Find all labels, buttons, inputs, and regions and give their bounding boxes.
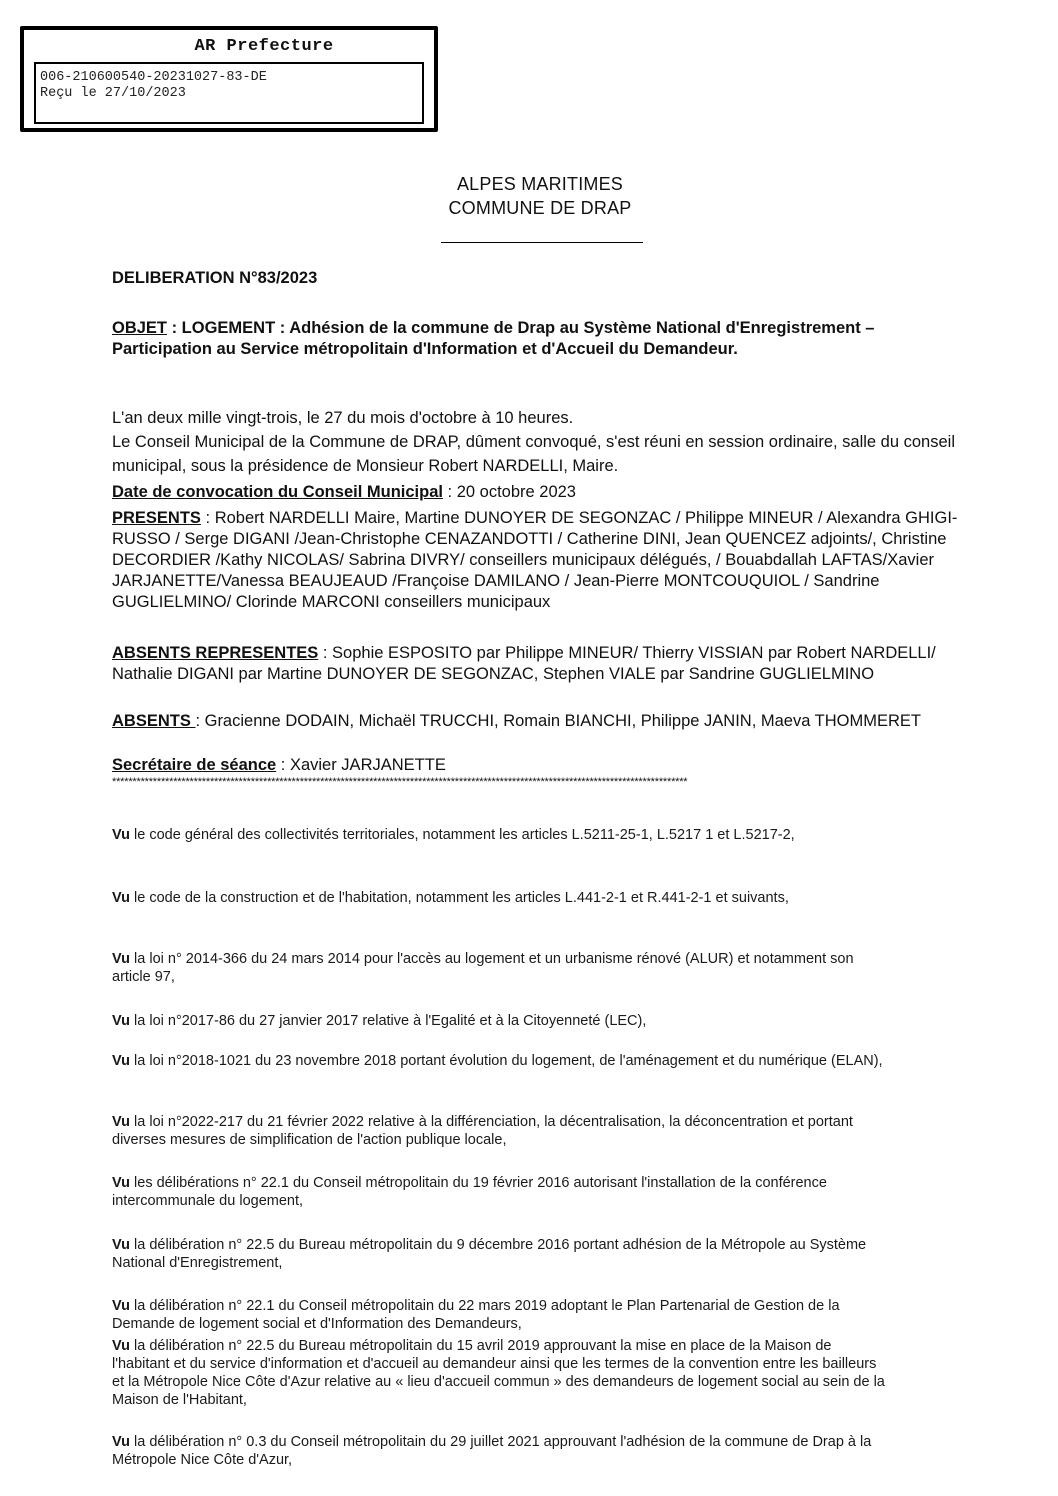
vu-label: Vu: [112, 1175, 130, 1191]
vu-text: la loi n°2022-217 du 21 février 2022 relative à la différenciation, la décentralisation, la déconcentration et portant diverses mesures de simplification de l'action publique locale,: [112, 1114, 853, 1148]
absents-representes-value: : Sophie ESPOSITO par Philippe MINEUR/ Thierry VISSIAN par Robert NARDELLI/ Nathalie DIGANI par Martine DUNOYER DE SEGONZAC, Stephen VIALE par Sandrine GUGLIELMINO: [112, 644, 936, 683]
intro-section: [112, 406, 962, 478]
separator-stars: *********************************************************************************************************************************************: [112, 776, 688, 788]
stamp-reference: 006-210600540-20231027-83-DE: [40, 70, 267, 85]
ar-prefecture-stamp: [20, 26, 438, 132]
vu-label: Vu: [112, 1114, 130, 1130]
vu-item: [112, 1052, 892, 1070]
objet-text: : LOGEMENT : Adhésion de la commune de Drap au Système National d'Enregistrement – Participation au Service métropolitain d'Information et d'Accueil du Demandeur.: [112, 319, 875, 358]
absents-representes-label: ABSENTS REPRESENTES: [112, 644, 319, 662]
vu-item: [112, 889, 892, 907]
vu-item: [112, 1297, 892, 1333]
vu-label: Vu: [112, 890, 130, 906]
vu-item: [112, 1337, 892, 1409]
absents-label: ABSENTS: [112, 712, 196, 730]
presents-label: PRESENTS: [112, 509, 201, 527]
vu-text: la loi n° 2014-366 du 24 mars 2014 pour l'accès au logement et un urbanisme rénové (ALUR) et notamment son article 97,: [112, 951, 854, 985]
intro-date-line: L'an deux mille vingt-trois, le 27 du mois d'octobre à 10 heures.: [112, 409, 574, 427]
vu-label: Vu: [112, 1338, 130, 1354]
vu-text: la délibération n° 22.5 du Bureau métropolitain du 9 décembre 2016 portant adhésion de la Métropole au Système National d'Enregistrement,: [112, 1237, 867, 1271]
absents-section: [112, 711, 972, 732]
vu-text: la délibération n° 0.3 du Conseil métropolitain du 29 juillet 2021 approuvant l'adhésion de la commune de Drap à la Métropole Nice Côte d'Azur,: [112, 1434, 872, 1468]
convocation-value: : 20 octobre 2023: [442, 483, 576, 501]
vu-text: la loi n°2017-86 du 27 janvier 2017 relative à l'Egalité et à la Citoyenneté (LEC),: [130, 1013, 647, 1029]
secretaire-value: : Xavier JARJANETTE: [276, 756, 446, 774]
vu-label: Vu: [112, 1434, 130, 1450]
objet-section: [112, 318, 942, 360]
header-divider: [441, 242, 643, 243]
absents-value: : Gracienne DODAIN, Michaël TRUCCHI, Romain BIANCHI, Philippe JANIN, Maeva THOMMERET: [195, 712, 922, 730]
vu-item: [112, 1236, 892, 1272]
absents-representes-section: [112, 643, 972, 685]
vu-label: Vu: [112, 1298, 130, 1314]
convocation-label: Date de convocation du Conseil Municipal: [112, 483, 443, 501]
document-header: [340, 172, 740, 220]
vu-text: la délibération n° 22.5 du Bureau métropolitain du 15 avril 2019 approuvant la mise en place de la Maison de l'habitant et du service d'information et d'accueil au demandeur ainsi que les termes de la convention entre les bailleurs et la Métropole Nice Côte d'Azur relative au « lieu d'accueil commun » des demandeurs de logement social au sein de la Maison de l'Habitant,: [112, 1338, 885, 1408]
stamp-title: AR Prefecture: [194, 37, 334, 56]
header-commune: COMMUNE DE DRAP: [448, 198, 632, 218]
vu-label: Vu: [112, 827, 130, 843]
presents-section: [112, 508, 972, 613]
vu-text: le code général des collectivités territoriales, notamment les articles L.5211-25-1, L.5217 1 et L.5217-2,: [130, 827, 795, 843]
vu-label: Vu: [112, 1053, 130, 1069]
vu-text: les délibérations n° 22.1 du Conseil métropolitain du 19 février 2016 autorisant l'installation de la conférence intercommunale du logement,: [112, 1175, 827, 1209]
vu-text: la loi n°2018-1021 du 23 novembre 2018 portant évolution du logement, de l'aménagement et du numérique (ELAN),: [130, 1053, 883, 1069]
vu-item: [112, 950, 892, 986]
objet-label: OBJET: [112, 319, 168, 337]
presents-value: : Robert NARDELLI Maire, Martine DUNOYER DE SEGONZAC / Philippe MINEUR / Alexandra GHIGI-RUSSO / Serge DIGANI /Jean-Christophe CENAZANDOTTI / Catherine DINI, Jean QUENCEZ adjoints/, Christine DECORDIER /Kathy NICOLAS/ Sabrina DIVRY/ conseillers municipaux délégués, / Bouabdallah LAFTAS/Xavier JARJANETTE/Vanessa BEAUJEAUD /Françoise DAMILANO / Jean-Pierre MONTCOUQUIOL / Sandrine GUGLIELMINO/ Clorinde MARCONI conseillers municipaux: [112, 509, 958, 611]
secretaire-line: [112, 755, 972, 776]
deliberation-number: DELIBERATION N°83/2023: [112, 269, 318, 287]
vu-text: le code de la construction et de l'habitation, notamment les articles L.441-2-1 et R.441-2-1 et suivants,: [130, 890, 789, 906]
vu-text: la délibération n° 22.1 du Conseil métropolitain du 22 mars 2019 adoptant le Plan Partenarial de Gestion de la Demande de logement social et d'Information des Demandeurs,: [112, 1298, 840, 1332]
stamp-received-date: Reçu le 27/10/2023: [40, 86, 186, 101]
vu-label: Vu: [112, 951, 130, 967]
vu-item: [112, 1012, 892, 1030]
vu-item: [112, 826, 892, 844]
vu-item: [112, 1174, 892, 1210]
intro-session-line: Le Conseil Municipal de la Commune de DRAP, dûment convoqué, s'est réuni en session ordinaire, salle du conseil municipal, sous la présidence de Monsieur Robert NARDELLI, Maire.: [112, 433, 955, 475]
vu-item: [112, 1113, 892, 1149]
vu-item: [112, 1433, 892, 1469]
vu-label: Vu: [112, 1013, 130, 1029]
vu-label: Vu: [112, 1237, 130, 1253]
convocation-line: [112, 482, 972, 503]
secretaire-label: Secrétaire de séance: [112, 756, 277, 774]
header-department: ALPES MARITIMES: [456, 174, 624, 194]
stamp-reference-box: [34, 62, 424, 124]
